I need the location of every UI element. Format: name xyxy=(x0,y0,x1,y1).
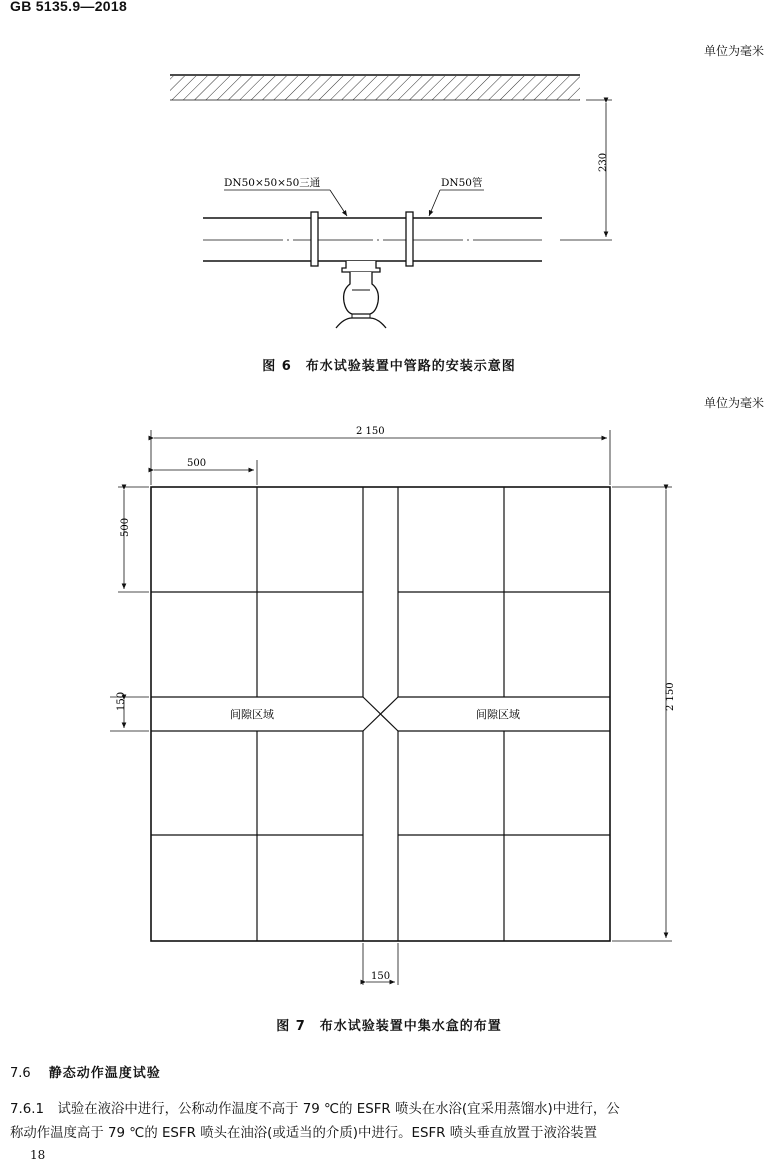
figure6-pipe-diagram xyxy=(0,0,778,345)
dim-total-width: 2 150 xyxy=(356,426,385,437)
figure6-caption: 图 6 布水试验装置中管路的安装示意图 xyxy=(262,359,516,374)
gap-label-right: 间隙区域 xyxy=(476,708,520,721)
gap-label-left: 间隙区域 xyxy=(230,708,274,721)
section-heading xyxy=(10,1062,161,1081)
dim-gap-height: 150 xyxy=(116,691,127,711)
figure7-unit: 单位为毫米 xyxy=(703,396,764,410)
page-number: 18 xyxy=(30,1148,46,1162)
section-title: 静态动作温度试验 xyxy=(48,1066,161,1081)
tee-flange-left xyxy=(311,212,318,266)
ceiling-hatch xyxy=(170,76,580,100)
dim-cell-width: 500 xyxy=(187,458,207,469)
paragraph-line-1: 7.6.1 试验在液浴中进行，公称动作温度不高于 79 ℃的 ESFR 喷头在水浴(宜采用蒸馏水)中进行，公 xyxy=(10,1102,620,1117)
paragraph-line-2: 称动作温度高于 79 ℃的 ESFR 喷头在油浴(或适当的介质)中进行。ESFR 喷头垂直放置于液浴装置 xyxy=(10,1126,598,1141)
standard-header: GB 5135.9—2018 xyxy=(10,0,128,14)
dim-230-text: 230 xyxy=(598,152,609,172)
dim-total-height: 2 150 xyxy=(665,682,676,711)
dim-cell-height: 500 xyxy=(120,517,131,537)
pipe-label: DN50管 xyxy=(441,177,483,189)
dim-gap-width: 150 xyxy=(371,971,391,982)
sprinkler-deflector xyxy=(336,318,386,328)
figure6-unit: 单位为毫米 xyxy=(703,44,764,58)
tee-flange-right xyxy=(406,212,413,266)
sprinkler-fitting xyxy=(342,261,380,272)
section-number: 7.6 xyxy=(10,1066,31,1081)
sprinkler-body xyxy=(344,272,379,314)
figure7-caption: 图 7 布水试验装置中集水盒的布置 xyxy=(276,1019,502,1034)
figure7-box-layout xyxy=(0,410,778,990)
tee-label: DN50×50×50三通 xyxy=(224,177,321,189)
